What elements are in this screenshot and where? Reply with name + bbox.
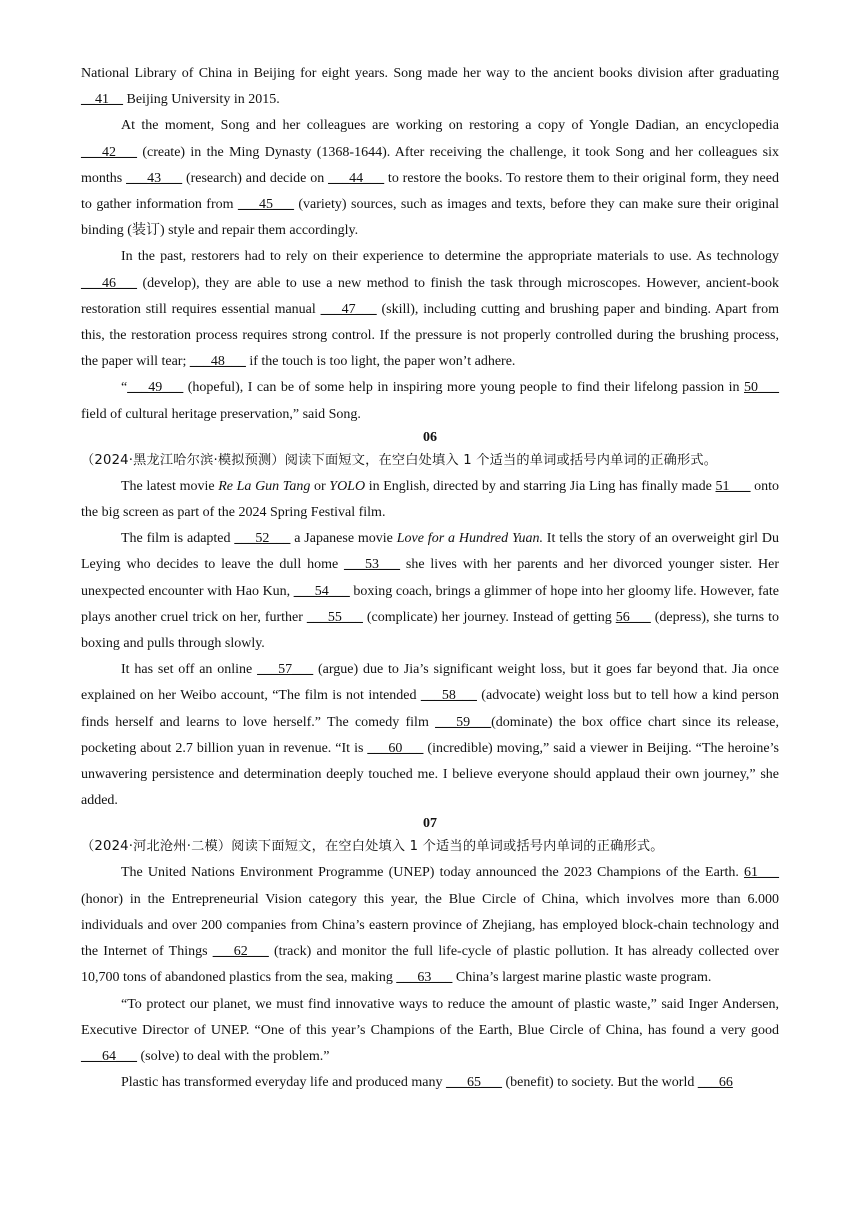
- movie-title-yolo: YOLO: [329, 478, 366, 494]
- blank-45[interactable]: ___45___: [237, 197, 294, 213]
- paragraph-07-3: Plastic has transformed everyday life and produced many ___65___ (benefit) to society. But the world ___66: [121, 1075, 733, 1091]
- paragraph-06-3: It has set off an online ___57___ (argue) due to Jia’s significant weight loss, but it goes far beyond that. Jia once explained on her Weibo account, “The film is not intended ___58___ (advocate) weight loss but to tell how a kind person finds herself and learns to love herself.” The comedy film ___59___(dominate) the box office chart since its release, pocketing about 2.7 billion yuan in revenue. “It is ___60___ (incredible) moving,” said a viewer in Beijing. “The heroine’s unwavering persistence and determination deeply touched me. I believe everyone should applaud their own journey,” she added.: [81, 662, 779, 809]
- paragraph-06-1: The latest movie Re La Gun Tang or YOLO in English, directed by and starring Jia Ling has finally made 51___ onto the big screen as part of the 2024 Spring Festival film.: [81, 478, 780, 521]
- section-06-source: （2024·黑龙江哈尔滨·模拟预测）阅读下面短文，在空白处填入 1 个适当的单词或括号内单词的正确形式。: [81, 452, 718, 468]
- blank-50[interactable]: 50___: [744, 380, 779, 396]
- blank-48[interactable]: ___48___: [189, 354, 246, 370]
- blank-57[interactable]: ___57___: [257, 662, 314, 678]
- paragraph-07-1: The United Nations Environment Programme (UNEP) today announced the 2023 Champions of the Earth. 61___ (honor) in the Entrepreneurial Vision category this year, the Blue Circle of China, which involves more than 6.000 individuals and over 200 companies from China’s eastern province of Zhejiang, has employed block-chain technology and the Internet of Things ___62___ (track) and monitor the full life-cycle of plastic pollution. It has already collected over 10,700 tons of abandoned plastics from the sea, making ___63___ China’s largest marine plastic waste program.: [81, 865, 779, 986]
- blank-55[interactable]: ___55___: [306, 609, 363, 625]
- blank-56[interactable]: 56___: [615, 609, 651, 625]
- blank-46[interactable]: ___46___: [81, 275, 137, 291]
- paragraph-06-2: The film is adapted ___52___ a Japanese movie Love for a Hundred Yuan. It tells the story of an overweight girl Du Leying who decides to leave the dull home ___53___ she lives with her parents and her divorced younger sister. Her unexpected encounter with Hao Kun, ___54___ boxing coach, brings a glimmer of hope into her gloomy life. However, fate plays another cruel trick on her, further ___55___ (complicate) her journey. Instead of getting 56___ (depress), she turns to boxing and pulls through slowly.: [81, 531, 779, 652]
- paragraph-05-1: National Library of China in Beijing for eight years. Song made her way to the ancient books division after graduating __41__ Beijing University in 2015.: [81, 66, 779, 108]
- blank-54[interactable]: ___54___: [293, 583, 350, 599]
- blank-53[interactable]: ___53___: [344, 557, 401, 573]
- blank-61[interactable]: 61___: [744, 865, 779, 881]
- paragraph-07-2: “To protect our planet, we must find innovative ways to reduce the amount of plastic waste,” said Inger Andersen, Executive Director of UNEP. “One of this year’s Champions of the Earth, Blue Circle of China, has found a very good ___64___ (solve) to deal with the problem.”: [81, 996, 779, 1064]
- movie-title-re-la-gun-tang: Re La Gun Tang: [218, 478, 311, 494]
- blank-59[interactable]: ___59___: [435, 714, 492, 730]
- blank-66[interactable]: ___66: [697, 1075, 733, 1091]
- section-07-source: （2024·河北沧州·二模）阅读下面短文，在空白处填入 1 个适当的单词或括号内单词的正确形式。: [81, 839, 664, 855]
- document-body: [81, 61, 779, 1096]
- blank-43[interactable]: ___43___: [126, 170, 183, 186]
- blank-47[interactable]: ___47___: [320, 301, 377, 317]
- section-number-06: 06: [423, 429, 437, 445]
- blank-51[interactable]: 51___: [715, 478, 751, 494]
- paragraph-05-3: In the past, restorers had to rely on their experience to determine the appropriate materials to use. As technology ___46___ (develop), they are able to use a new method to finish the task through microscopes. However, ancient-book restoration still requires essential manual ___47___ (skill), including cutting and brushing paper and binding. Apart from this, the restoration process requires strong control. If the pressure is not properly controlled during the brushing process, the paper will tear; ___48___ if the touch is too light, the paper won’t adhere.: [81, 249, 779, 370]
- blank-49[interactable]: ___49___: [127, 380, 184, 396]
- blank-52[interactable]: ___52___: [234, 531, 291, 547]
- blank-63[interactable]: ___63___: [396, 970, 453, 986]
- section-number-07: 07: [423, 816, 437, 832]
- blank-41[interactable]: __41__: [81, 92, 123, 108]
- blank-58[interactable]: ___58___: [420, 688, 477, 704]
- blank-44[interactable]: ___44___: [328, 170, 385, 186]
- movie-title-love-for-a-hundred-yuan: Love for a Hundred Yuan.: [396, 531, 543, 547]
- blank-65[interactable]: ___65___: [446, 1075, 503, 1091]
- blank-60[interactable]: ___60___: [367, 740, 424, 756]
- blank-64[interactable]: ___64___: [81, 1048, 137, 1064]
- blank-42[interactable]: ___42___: [81, 144, 137, 160]
- blank-62[interactable]: ___62___: [212, 944, 269, 960]
- paragraph-05-2: At the moment, Song and her colleagues are working on restoring a copy of Yongle Dadian, an encyclopedia ___42___ (create) in the Ming Dynasty (1368-1644). After receiving the challenge, it took Song and her colleagues six months ___43___ (research) and decide on ___44___ to restore the books. To restore them to their original form, they need to gather information from ___45___ (variety) sources, such as images and texts, before they can make sure their original binding (装订) style and repair them accordingly.: [81, 118, 779, 239]
- paragraph-05-4: “___49___ (hopeful), I can be of some help in inspiring more young people to find their lifelong passion in 50___ field of cultural heritage preservation,” said Song.: [81, 380, 779, 422]
